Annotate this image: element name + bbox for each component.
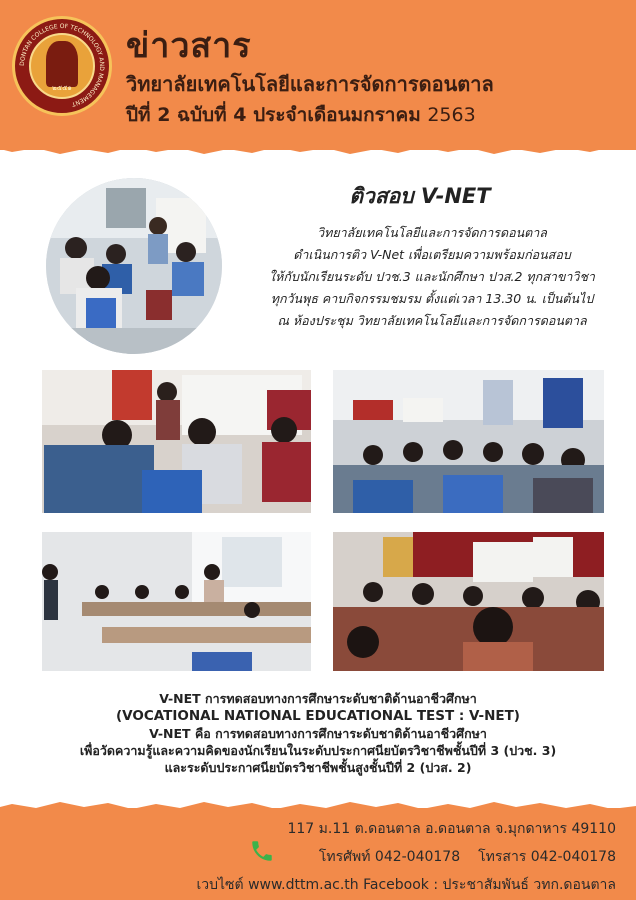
phone-icon xyxy=(249,838,275,864)
college-name: วิทยาลัยเทคโนโลยีและการจัดการดอนตาล xyxy=(126,72,494,96)
torn-edge-top xyxy=(0,138,636,158)
photo-classroom-1 xyxy=(42,370,311,513)
photo-classroom-3 xyxy=(42,532,311,671)
article-title: ติวสอบ V-NET xyxy=(349,184,491,208)
issue-year: 2563 xyxy=(427,104,476,126)
vnet-line-3: V-NET คือ การทดสอบทางการศึกษาระดับชาติด้านอาชีวศึกษา xyxy=(149,726,487,741)
photo-classroom-4 xyxy=(333,532,604,671)
footer-facebook[interactable]: Facebook : ประชาสัมพันธ์ วทก.ดอนตาล xyxy=(363,877,616,893)
footer-website-label: เวบไซต์ xyxy=(196,877,244,893)
vnet-line-5: และระดับประกาศนียบัตรวิชาชีพชั้นสูงชั้นปีที่ 2 (ปวส. 2) xyxy=(164,760,472,775)
logo-ring-text: DONTAN COLLEGE OF TECHNOLOGY AND MANAGEMENT xyxy=(18,22,106,108)
vnet-line-1: V-NET การทดสอบทางการศึกษาระดับชาติด้านอาชีวศึกษา xyxy=(159,691,477,706)
article-body xyxy=(232,222,632,332)
issue-line xyxy=(126,100,476,130)
logo-year: ๒๕๕๑ xyxy=(52,84,72,92)
footer-website-link[interactable]: www.dttm.ac.th xyxy=(248,877,359,893)
footer-contact-row xyxy=(319,846,616,868)
footer-address: 117 ม.11 ต.ดอนตาล อ.ดอนตาล จ.มุกดาหาร 49110 xyxy=(287,821,616,837)
header-banner xyxy=(0,0,636,150)
article-line: วิทยาลัยเทคโนโลยีและการจัดการดอนตาล xyxy=(317,225,547,240)
logo-figure xyxy=(46,41,78,87)
footer-fax: โทรสาร 042-040178 xyxy=(478,849,616,865)
vnet-line-4: เพื่อวัดความรู้และความคิดของนักเรียนในระดับประกาศนียบัตรวิชาชีพชั้นปีที่ 3 (ปวช. 3) xyxy=(79,743,557,758)
vnet-description xyxy=(20,690,616,776)
footer-web-row xyxy=(196,874,616,896)
article-line: ทุกวันพุธ คาบกิจกรรมชมรม ตั้งแต่เวลา 13.30 น. เป็นต้นไป xyxy=(270,291,594,306)
photo-classroom-2 xyxy=(333,370,604,513)
newsletter-title: ข่าวสาร xyxy=(126,26,252,66)
vnet-line-2: (VOCATIONAL NATIONAL EDUCATIONAL TEST : V-NET) xyxy=(116,708,520,724)
circle-photo-tutoring xyxy=(46,178,222,354)
article-line: ณ ห้องประชุม วิทยาลัยเทคโนโลยีและการจัดการดอนตาล xyxy=(277,313,587,328)
article-line: ให้กับนักเรียนระดับ ปวช.3 และนักศึกษา ปวส.2 ทุกสาขาวิชา xyxy=(269,269,595,284)
college-logo xyxy=(12,16,112,116)
article-line: ดำเนินการติว V-Net เพื่อเตรียมความพร้อมก่อนสอบ xyxy=(293,247,571,262)
issue-prefix: ปีที่ 2 ฉบับที่ 4 ประจำเดือนมกราคม xyxy=(126,104,421,126)
footer-phone: โทรศัพท์ 042-040178 xyxy=(318,849,461,865)
